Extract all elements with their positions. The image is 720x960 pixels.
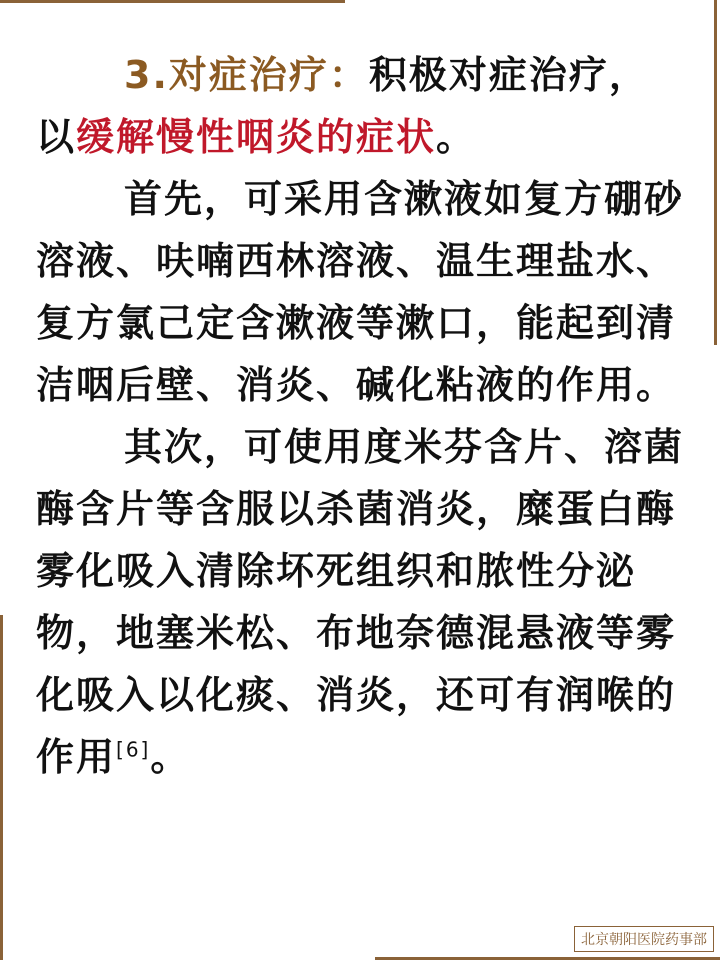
- highlighted-text: 缓解慢性咽炎的症状: [76, 115, 437, 159]
- reference-marker: [6]: [116, 737, 151, 762]
- lozenges-text: 其次，可使用度米芬含片、溶菌酶含片等含服以杀菌消炎，糜蛋白酶雾化吸入清除坏死组织和脓性分泌物，地塞米松、布地奈德混悬液等雾化吸入以化痰、消炎，还可有润喉的作用: [36, 425, 685, 779]
- intro-end: 。: [436, 115, 477, 159]
- intro-text: 积极对症治疗，以: [36, 53, 649, 159]
- article-body: [36, 44, 686, 788]
- paragraph-gargle: 首先，可采用含漱液如复方硼砂溶液、呋喃西林溶液、温生理盐水、复方氯己定含漱液等漱口，能起到清洁咽后壁、消炎、碱化粘液的作用。: [36, 177, 685, 407]
- frame-top-line: [0, 0, 345, 3]
- frame-left-line: [0, 615, 3, 960]
- paragraph-symptomatic-treatment: [36, 44, 686, 168]
- paragraph-lozenges: [36, 416, 686, 788]
- frame-right-line: [714, 0, 717, 345]
- lozenges-end: 。: [150, 735, 191, 779]
- source-watermark: 北京朝阳医院药事部: [574, 926, 714, 952]
- section-heading: 3.对症治疗：: [124, 53, 369, 97]
